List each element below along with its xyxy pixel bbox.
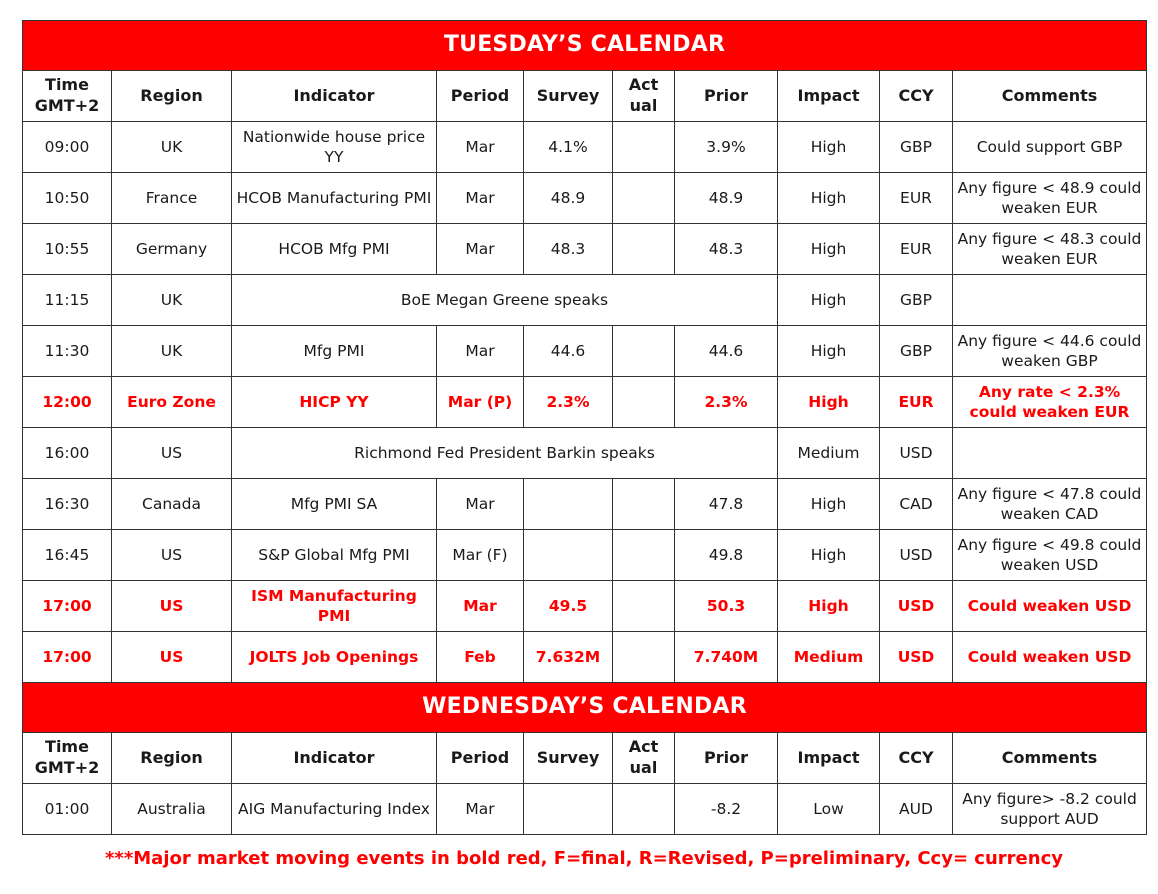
wednesday-header-row	[23, 733, 1147, 784]
column-header-prior: Prior	[675, 733, 778, 784]
column-header-region: Region	[112, 733, 232, 784]
cell-period: Feb	[437, 632, 524, 683]
cell-prior: 48.9	[675, 173, 778, 224]
cell-impact: High	[778, 581, 880, 632]
cell-indicator: HICP YY	[232, 377, 437, 428]
cell-region: US	[112, 530, 232, 581]
cell-indicator: HCOB Manufacturing PMI	[232, 173, 437, 224]
cell-prior: 2.3%	[675, 377, 778, 428]
cell-actual	[613, 326, 675, 377]
cell-impact: High	[778, 275, 880, 326]
cell-indicator: Mfg PMI	[232, 326, 437, 377]
cell-survey: 49.5	[524, 581, 613, 632]
column-header-indicator: Indicator	[232, 733, 437, 784]
cell-actual	[613, 173, 675, 224]
cell-ccy: CAD	[880, 479, 953, 530]
table-row	[23, 530, 1147, 581]
cell-period: Mar (P)	[437, 377, 524, 428]
cell-comments: Any rate < 2.3% could weaken EUR	[953, 377, 1147, 428]
cell-time: 09:00	[23, 122, 112, 173]
cell-region: UK	[112, 275, 232, 326]
column-header-time: Time GMT+2	[23, 71, 112, 122]
table-row	[23, 377, 1147, 428]
cell-prior: 3.9%	[675, 122, 778, 173]
cell-impact: High	[778, 479, 880, 530]
tuesday-header-row	[23, 71, 1147, 122]
column-header-time: Time GMT+2	[23, 733, 112, 784]
cell-comments: Any figure < 48.3 could weaken EUR	[953, 224, 1147, 275]
column-header-indicator: Indicator	[232, 71, 437, 122]
cell-time: 16:00	[23, 428, 112, 479]
column-header-survey: Survey	[524, 733, 613, 784]
cell-region: Germany	[112, 224, 232, 275]
cell-survey: 7.632M	[524, 632, 613, 683]
cell-ccy: AUD	[880, 784, 953, 835]
cell-ccy: GBP	[880, 275, 953, 326]
cell-impact: High	[778, 377, 880, 428]
footnote: ***Major market moving events in bold red, F=final, R=Revised, P=preliminary, Ccy= currency	[105, 848, 1063, 869]
cell-time: 17:00	[23, 581, 112, 632]
column-header-ccy: CCY	[880, 733, 953, 784]
cell-indicator: Mfg PMI SA	[232, 479, 437, 530]
cell-actual	[613, 122, 675, 173]
cell-ccy: USD	[880, 632, 953, 683]
cell-prior: 47.8	[675, 479, 778, 530]
cell-impact: High	[778, 224, 880, 275]
cell-impact: High	[778, 122, 880, 173]
cell-impact: Medium	[778, 632, 880, 683]
cell-ccy: EUR	[880, 173, 953, 224]
table-row	[23, 173, 1147, 224]
cell-comments	[953, 428, 1147, 479]
cell-time: 10:50	[23, 173, 112, 224]
table-row	[23, 428, 1147, 479]
table-row	[23, 326, 1147, 377]
cell-survey	[524, 530, 613, 581]
economic-calendar-table	[22, 20, 1147, 835]
cell-comments: Any figure < 48.9 could weaken EUR	[953, 173, 1147, 224]
cell-comments: Any figure> -8.2 could support AUD	[953, 784, 1147, 835]
column-header-survey: Survey	[524, 71, 613, 122]
column-header-actual: Act ual	[613, 71, 675, 122]
cell-comments: Any figure < 47.8 could weaken CAD	[953, 479, 1147, 530]
table-row	[23, 581, 1147, 632]
cell-time: 17:00	[23, 632, 112, 683]
column-header-period: Period	[437, 71, 524, 122]
cell-period: Mar (F)	[437, 530, 524, 581]
cell-region: Euro Zone	[112, 377, 232, 428]
cell-time: 12:00	[23, 377, 112, 428]
cell-prior: 50.3	[675, 581, 778, 632]
cell-indicator: ISM Manufacturing PMI	[232, 581, 437, 632]
cell-actual	[613, 530, 675, 581]
cell-time: 11:30	[23, 326, 112, 377]
cell-ccy: USD	[880, 581, 953, 632]
cell-indicator: JOLTS Job Openings	[232, 632, 437, 683]
cell-time: 16:30	[23, 479, 112, 530]
cell-region: UK	[112, 326, 232, 377]
cell-survey: 2.3%	[524, 377, 613, 428]
tuesday-banner-row	[23, 21, 1147, 71]
cell-actual	[613, 377, 675, 428]
column-header-region: Region	[112, 71, 232, 122]
cell-comments: Any figure < 49.8 could weaken USD	[953, 530, 1147, 581]
cell-indicator: S&P Global Mfg PMI	[232, 530, 437, 581]
cell-impact: High	[778, 173, 880, 224]
column-header-comments: Comments	[953, 71, 1147, 122]
cell-ccy: EUR	[880, 224, 953, 275]
column-header-impact: Impact	[778, 71, 880, 122]
cell-region: US	[112, 632, 232, 683]
column-header-actual: Act ual	[613, 733, 675, 784]
cell-period: Mar	[437, 581, 524, 632]
cell-comments: Any figure < 44.6 could weaken GBP	[953, 326, 1147, 377]
column-header-prior: Prior	[675, 71, 778, 122]
cell-survey	[524, 479, 613, 530]
column-header-impact: Impact	[778, 733, 880, 784]
cell-region: France	[112, 173, 232, 224]
column-header-period: Period	[437, 733, 524, 784]
cell-prior: 44.6	[675, 326, 778, 377]
cell-impact: Medium	[778, 428, 880, 479]
cell-actual	[613, 479, 675, 530]
cell-survey	[524, 784, 613, 835]
cell-indicator: HCOB Mfg PMI	[232, 224, 437, 275]
cell-period: Mar	[437, 784, 524, 835]
table-row	[23, 122, 1147, 173]
cell-prior: 49.8	[675, 530, 778, 581]
cell-ccy: GBP	[880, 122, 953, 173]
cell-period: Mar	[437, 122, 524, 173]
cell-indicator: Nationwide house price YY	[232, 122, 437, 173]
cell-survey: 48.3	[524, 224, 613, 275]
cell-indicator: AIG Manufacturing Index	[232, 784, 437, 835]
table-row	[23, 224, 1147, 275]
cell-prior: 48.3	[675, 224, 778, 275]
cell-survey: 4.1%	[524, 122, 613, 173]
cell-survey: 44.6	[524, 326, 613, 377]
wednesday-calendar-title: WEDNESDAY’S CALENDAR	[23, 683, 1147, 733]
cell-ccy: USD	[880, 530, 953, 581]
cell-time: 11:15	[23, 275, 112, 326]
tuesday-calendar-title: TUESDAY’S CALENDAR	[23, 21, 1147, 71]
cell-comments: Could weaken USD	[953, 581, 1147, 632]
table-row	[23, 632, 1147, 683]
cell-prior: -8.2	[675, 784, 778, 835]
cell-event: Richmond Fed President Barkin speaks	[232, 428, 778, 479]
cell-impact: High	[778, 530, 880, 581]
cell-comments: Could weaken USD	[953, 632, 1147, 683]
cell-event: BoE Megan Greene speaks	[232, 275, 778, 326]
cell-actual	[613, 784, 675, 835]
cell-actual	[613, 224, 675, 275]
cell-region: UK	[112, 122, 232, 173]
cell-ccy: USD	[880, 428, 953, 479]
cell-time: 16:45	[23, 530, 112, 581]
cell-ccy: EUR	[880, 377, 953, 428]
cell-period: Mar	[437, 224, 524, 275]
cell-region: US	[112, 428, 232, 479]
table-row	[23, 275, 1147, 326]
cell-time: 01:00	[23, 784, 112, 835]
cell-impact: High	[778, 326, 880, 377]
cell-region: US	[112, 581, 232, 632]
column-header-comments: Comments	[953, 733, 1147, 784]
cell-actual	[613, 581, 675, 632]
cell-period: Mar	[437, 173, 524, 224]
cell-region: Canada	[112, 479, 232, 530]
table-row	[23, 784, 1147, 835]
cell-region: Australia	[112, 784, 232, 835]
cell-period: Mar	[437, 479, 524, 530]
cell-time: 10:55	[23, 224, 112, 275]
cell-ccy: GBP	[880, 326, 953, 377]
cell-impact: Low	[778, 784, 880, 835]
cell-prior: 7.740M	[675, 632, 778, 683]
table-row	[23, 479, 1147, 530]
cell-period: Mar	[437, 326, 524, 377]
cell-survey: 48.9	[524, 173, 613, 224]
cell-actual	[613, 632, 675, 683]
cell-comments	[953, 275, 1147, 326]
column-header-ccy: CCY	[880, 71, 953, 122]
cell-comments: Could support GBP	[953, 122, 1147, 173]
wednesday-banner-row	[23, 683, 1147, 733]
